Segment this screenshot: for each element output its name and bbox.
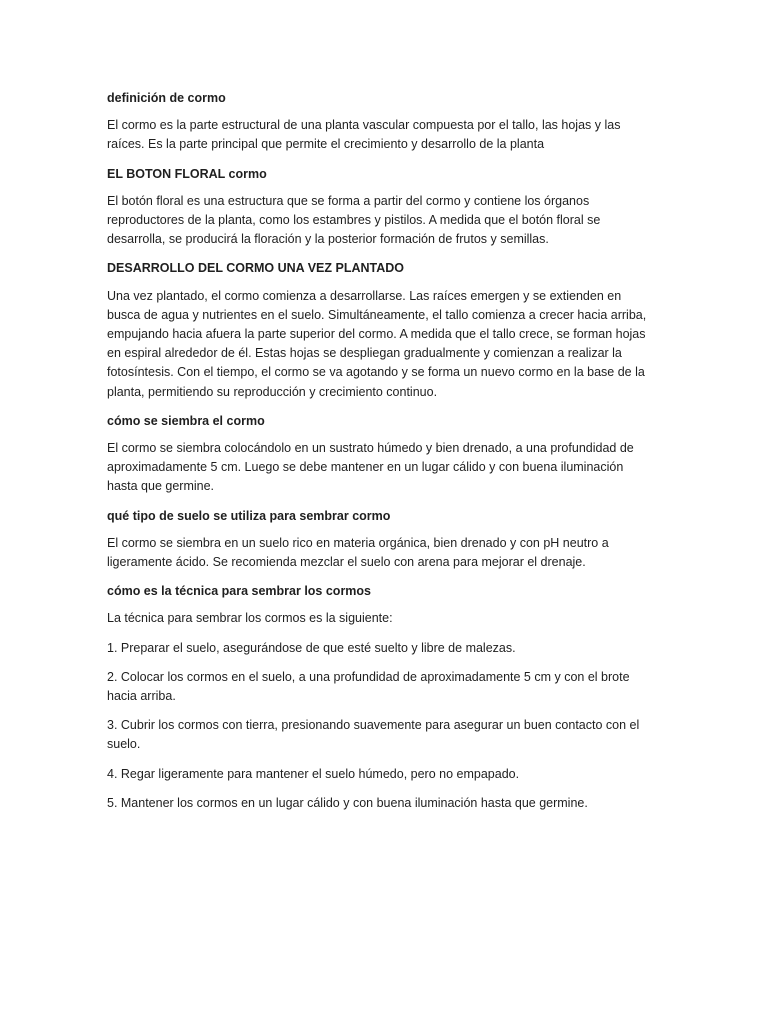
document-page bbox=[107, 89, 652, 823]
paragraph-desarrollo: Una vez plantado, el cormo comienza a desarrollarse. Las raíces emergen y se extienden en busca de agua y nutrientes en el suelo. Simultáneamente, el tallo comienza a crecer hacia arriba, empujando hacia afuera la parte superior del cormo. A medida que el tallo crece, se forman hojas en espiral alrededor de él. Estas hojas se despliegan gradualmente y comienzan a realizar la fotosíntesis. Con el tiempo, el cormo se va agotando y se forma un nuevo cormo en la base de la planta, permitiendo su reproducción y crecimiento continuo. bbox=[107, 288, 647, 399]
heading-desarrollo: DESARROLLO DEL CORMO UNA VEZ PLANTADO bbox=[107, 261, 404, 276]
heading-tecnica: cómo es la técnica para sembrar los cormos bbox=[107, 584, 372, 599]
list-item: 4. Regar ligeramente para mantener el suelo húmedo, pero no empapado. bbox=[107, 766, 520, 781]
heading-boton-floral: EL BOTON FLORAL cormo bbox=[107, 166, 267, 181]
paragraph-tipo-de-suelo: El cormo se siembra en un suelo rico en materia orgánica, bien drenado y con pH neutro a ligeramente ácido. Se recomienda mezclar el suelo con arena para mejorar el drenaje. bbox=[107, 535, 609, 570]
heading-tipo-de-suelo: qué tipo de suelo se utiliza para sembrar cormo bbox=[107, 508, 391, 523]
heading-como-se-siembra: cómo se siembra el cormo bbox=[107, 413, 265, 428]
heading-definicion: definición de cormo bbox=[107, 91, 226, 105]
paragraph-boton-floral: El botón floral es una estructura que se forma a partir del cormo y contiene los órganos reproductores de la planta, como los estambres y pistilos. A medida que el botón floral se desarrolla, se producirá la floración y la posterior formación de frutos y semillas. bbox=[107, 193, 601, 247]
paragraph-tecnica-intro: La técnica para sembrar los cormos es la siguiente: bbox=[107, 611, 393, 626]
list-item: 1. Preparar el suelo, asegurándose de que esté suelto y libre de malezas. bbox=[107, 640, 516, 655]
paragraph-definicion: El cormo es la parte estructural de una planta vascular compuesta por el tallo, las hojas y las raíces. Es la parte principal que permite el crecimiento y desarrollo de la planta bbox=[107, 118, 621, 152]
list-item: 5. Mantener los cormos en un lugar cálido y con buena iluminación hasta que germine. bbox=[107, 795, 588, 810]
list-item: 3. Cubrir los cormos con tierra, presionando suavemente para asegurar un buen contacto con el suelo. bbox=[107, 718, 640, 752]
paragraph-como-se-siembra: El cormo se siembra colocándolo en un sustrato húmedo y bien drenado, a una profundidad de aproximadamente 5 cm. Luego se debe mantener en un lugar cálido y con buena iluminación hasta que germine. bbox=[107, 441, 634, 494]
list-item: 2. Colocar los cormos en el suelo, a una profundidad de aproximadamente 5 cm y con el brote hacia arriba. bbox=[107, 669, 630, 704]
